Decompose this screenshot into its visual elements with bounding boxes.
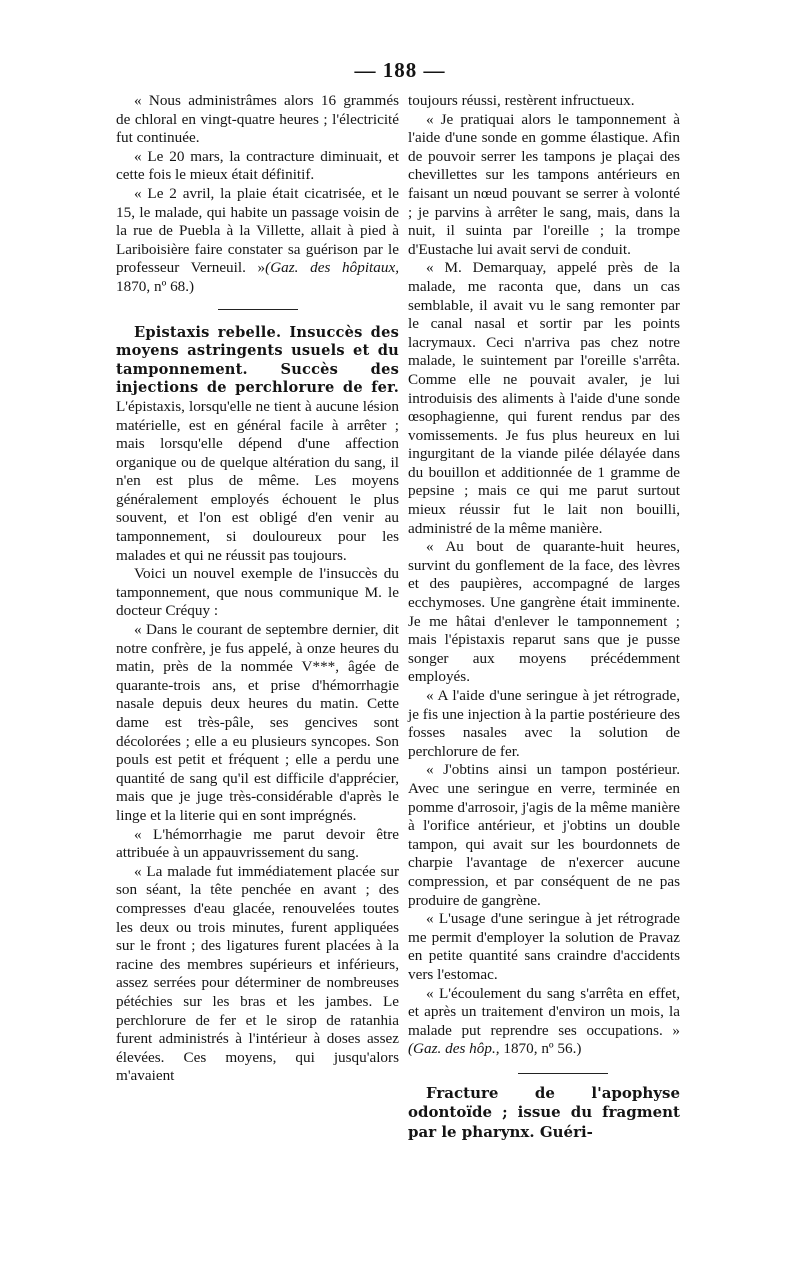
paragraph-text: « L'écoulement du sang s'arrêta en effet, et après un traitement d'environ un mois, la malade put reprendre ses occupations. » [408,984,680,1039]
paragraph: Voici un nouvel exemple de l'insuccès du tamponnement, que nous communique M. le docteur Créquy : [116,565,399,620]
article-intro: L'épistaxis, lorsqu'elle ne tient à aucune lésion matérielle, est en général facile à arrêter ; mais lorsqu'elle dépend d'une affection organique ou de quelque altération du sang, il n'en est plus de même. Les moyens généralement employés échouent le plus souvent, et l'on est obligé d'en venir au tamponnement, si douloureux pour les malades et qui ne réussit pas toujours. [116,397,399,564]
left-column [116,92,399,1086]
paragraph: « L'hémorrhagie me parut devoir être attribuée à un appauvrissement du sang. [116,825,399,862]
page-number: — 188 — [354,58,446,82]
paragraph-text: « Le 2 avril, la plaie était cicatrisée, et le 15, le malade, qui habite un passage voisin de la rue de Puebla à la Villette, allait à pied à Lariboisière faire constater sa guérison par le professeur Verneuil. » [116,184,399,277]
right-column [408,92,680,1142]
paragraph [408,985,680,1059]
paragraph: « La malade fut immédiatement placée sur son séant, la tête penchée en avant ; des compresses d'eau glacée, renouvelées toutes les deux ou trois minutes, furent appliquées sur le front ; des ligatures furent placées à la racine des membres supérieurs et inférieurs, assez serrées pour déterminer de nombreuses pétéchies sur les bras et les jambes. Le perchlorure de fer et le sirop de ratanhia furent administrés à l'intérieur à doses assez élevées. Ces moyens, qui jusqu'alors m'avaient [116,862,399,1085]
paragraph: « A l'aide d'une seringue à jet rétrograde, je fis une injection à la partie postérieure des fosses nasales avec la solution de perchlorure de fer. [408,687,680,760]
paragraph: « M. Demarquay, appelé près de la malade, me raconta que, dans un cas semblable, il avait vu le sang remonter par le canal nasal et sortir par les points lacrymaux. Ceci n'arriva pas chez notre malade, le suintement par l'oreille s'arrêta. Comme elle ne pouvait avaler, je lui introduisis des aliments à l'aide d'une sonde œsophagienne, qui furent rendus par des vomissements. Je fus plus heureux en lui ingurgitant de la viande pilée délayée dans du bouillon et additionnée de 1 gramme de pepsine ; mais ce qui me parut surtout mieux réussir fut le lait non bouilli, administré de la même manière. [408,259,680,537]
citation-source: (Gaz. des hôpitaux, [265,259,399,277]
citation-rest: 1870, nº 56.) [503,1040,582,1058]
paragraph: « Nous administrâmes alors 16 grammés de chloral en vingt-quatre heures ; l'électricité fut continuée. [116,92,399,147]
paragraph: « J'obtins ainsi un tampon postérieur. Avec une seringue en verre, terminée en pomme d'arrosoir, j'agis de la même manière à l'orifice antérieur, et j'obtins un double tampon, qui avait sur les bourdonnets de charpie l'avantage de n'exercer aucune compression, et par conséquent de ne pas produire de gangrène. [408,761,680,909]
next-article-headline: Fracture de l'apophyse odontoïde ; issue du fragment par le pharynx. Guéri- [408,1083,680,1141]
article-epistaxis [116,324,399,566]
paragraph: « Au bout de quarante-huit heures, survint du gonflement de la face, des lèvres et des paupières, accompagné de larges ecchymoses. Une gangrène était imminente. Je me hâtai d'enlever le tamponnement ; mais l'épistaxis reparut sans que je pusse songer aux moyens précédemment employés. [408,538,680,686]
paragraph: toujours réussi, restèrent infructueux. [408,92,635,109]
paragraph [116,185,399,297]
paragraph: « Je pratiquai alors le tamponnement à l'aide d'une sonde en gomme élastique. Afin de pouvoir serrer les tampons je plaçai des chevillettes sur les tampons antérieurs en faisant un nœud pouvant se serrer à volonté ; je parvins à arrêter le sang, mais, dans la nuit, il suinta par l'oreille ; la trompe d'Eustache lui avait servi de conduit. [408,110,680,258]
citation-source: (Gaz. des hôp., [408,1040,500,1058]
section-divider [518,1073,608,1074]
article-headline: Epistaxis rebelle. Insuccès des moyens astringents usuels et du tamponnement. Succès des injections de perchlorure de fer. [116,323,399,397]
paragraph: « L'usage d'une seringue à jet rétrograde me permit d'employer la solution de Pravaz en petite quantité sans craindre d'accidents vers l'estomac. [408,910,680,983]
section-divider [218,309,298,310]
citation-rest: 1870, nº 68.) [116,277,195,295]
paragraph: « Le 20 mars, la contracture diminuait, et cette fois le mieux était définitif. [116,147,399,184]
paragraph: « Dans le courant de septembre dernier, dit notre confrère, je fus appelé, à onze heures du matin, près de la nommée V***, âgée de quarante-trois ans, et prise d'hémorrhagie nasale depuis deux heures du matin. Cette dame est très-pâle, ses gencives sont décolorées ; elle a eu plusieurs syncopes. Son pouls est petit et fréquent ; elle a perdu une quantité de sang qu'il est difficile d'apprécier, mais que je juge très-considérable d'après le linge et la literie qui en sont imprégnés. [116,621,399,824]
